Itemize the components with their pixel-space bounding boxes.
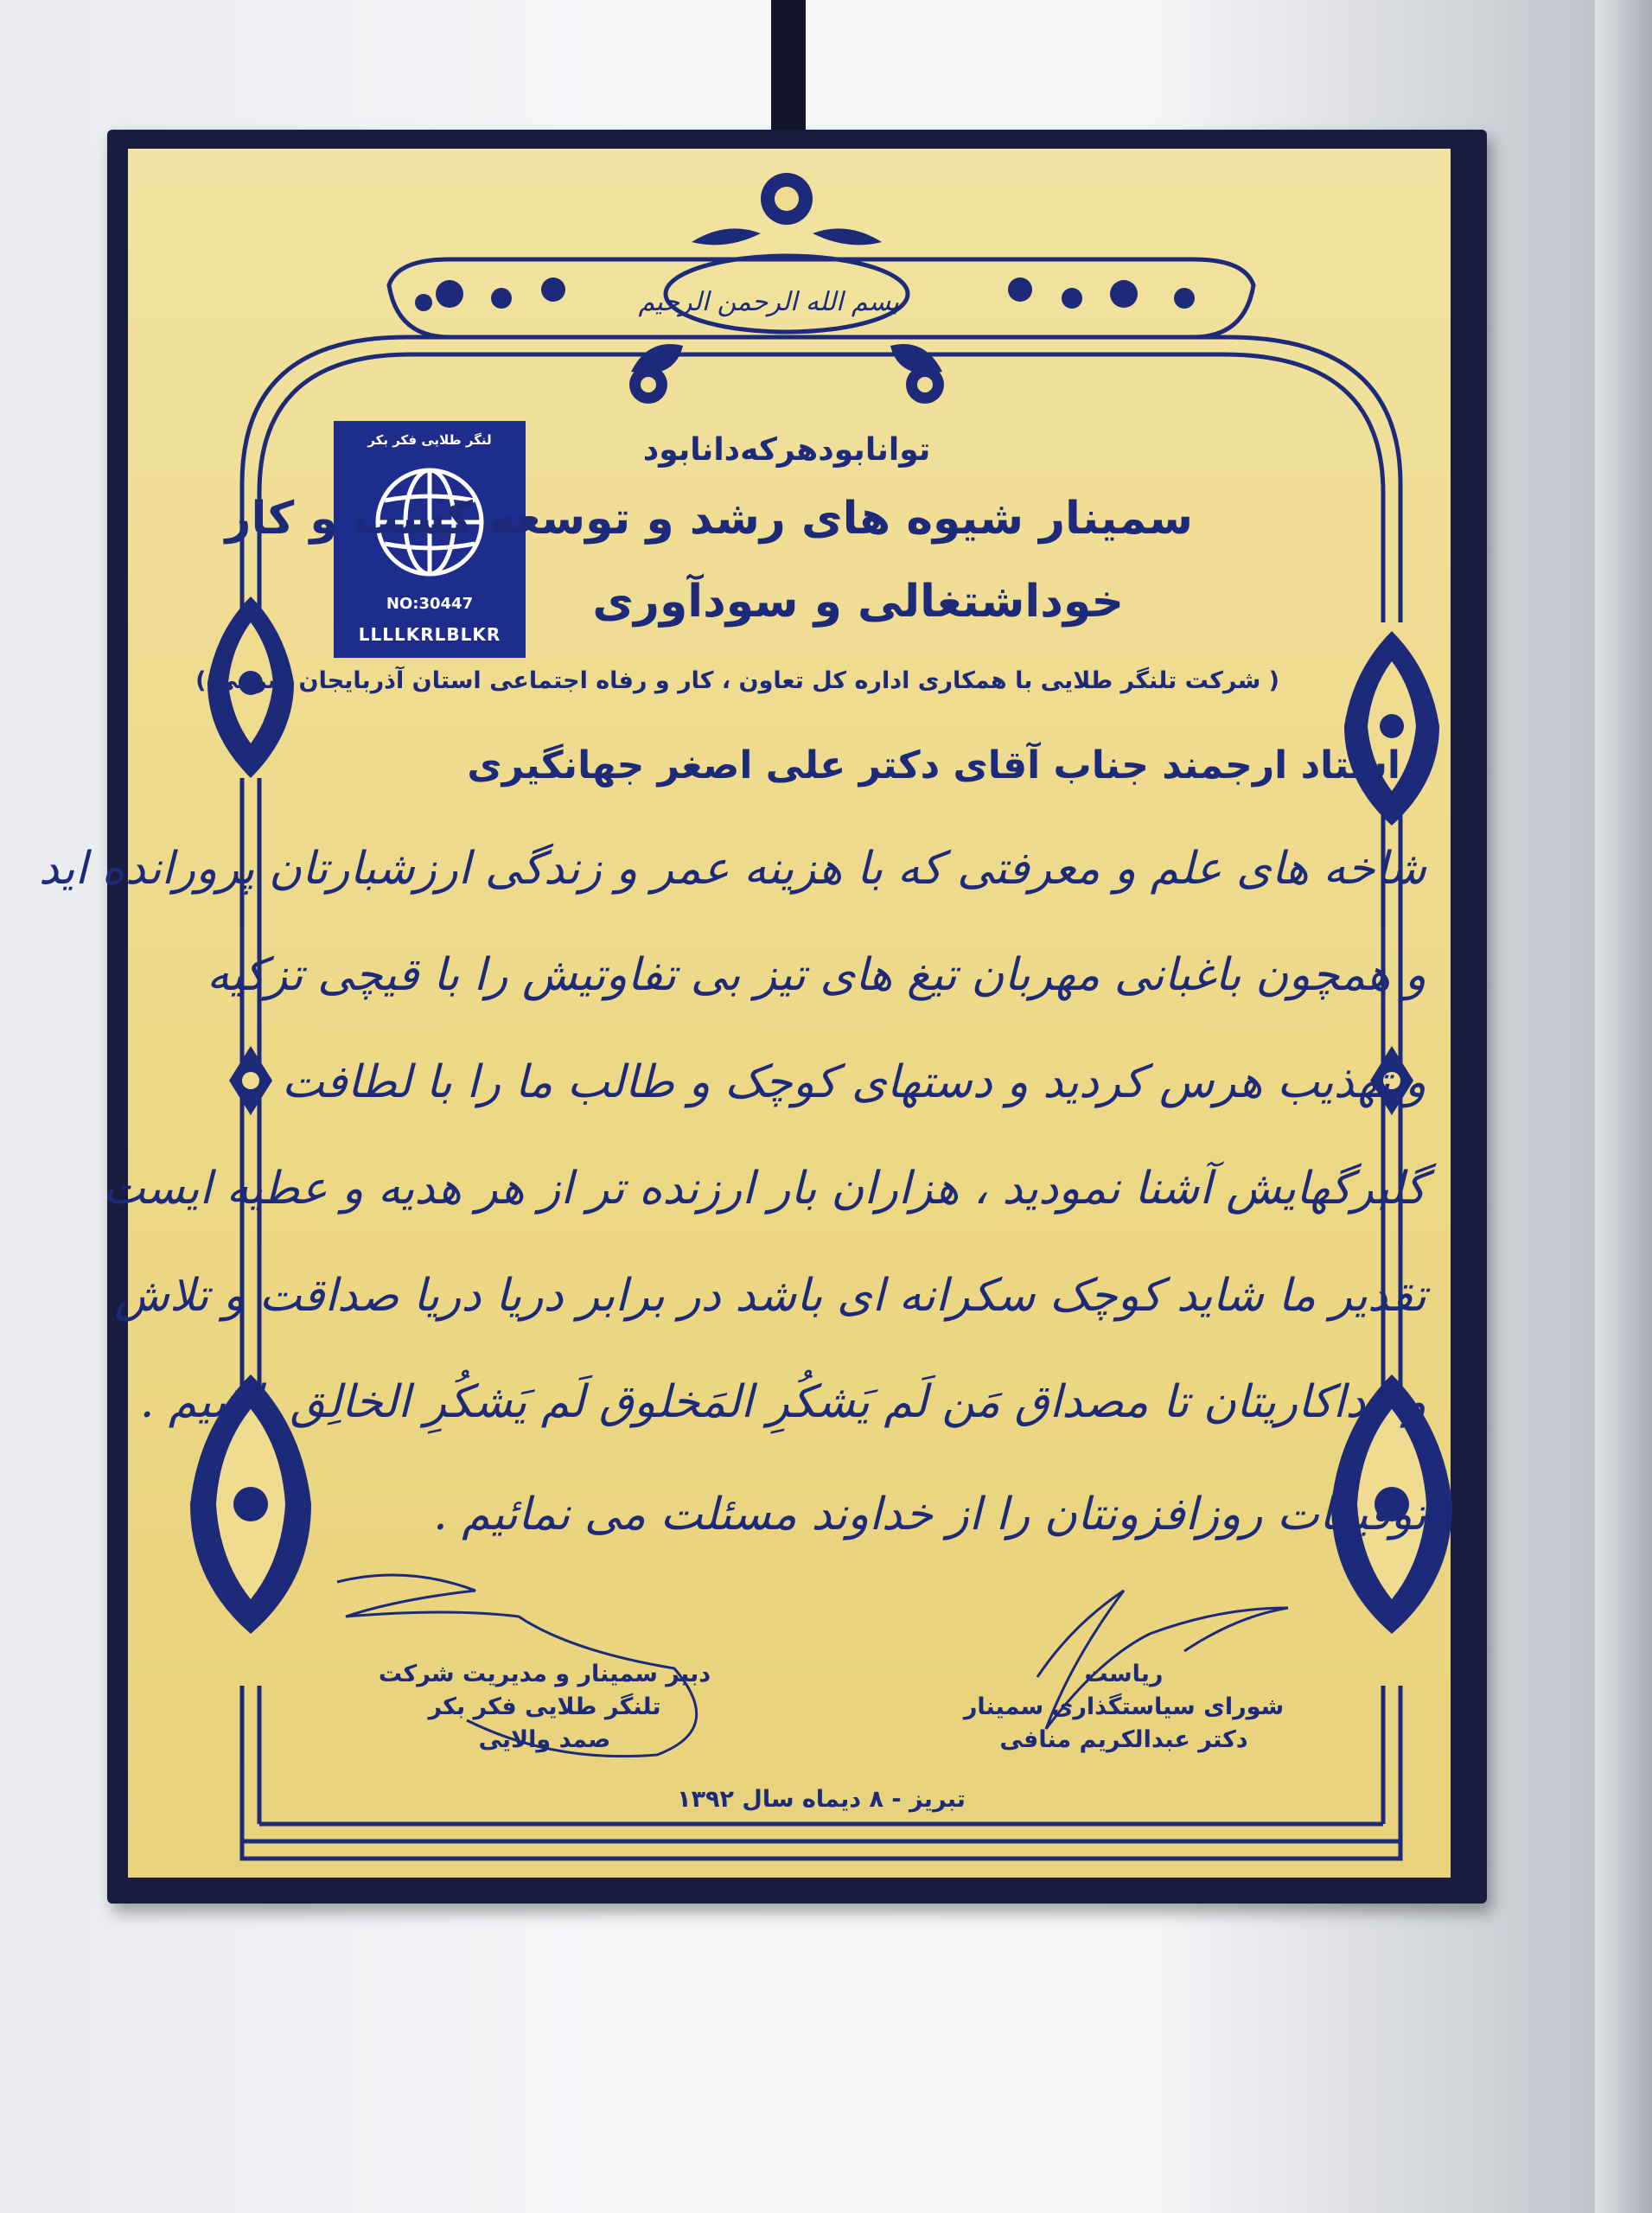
logo-header-text: لنگر طلایی فکر بکر — [367, 432, 492, 448]
logo-brand: LLLLKRLBLKR — [358, 624, 501, 645]
body-line: و تهذیب هرس کردید و دستهای کوچک و طالب ما را با لطافت — [281, 1056, 1426, 1108]
body-line: شاخه های علم و معرفتی که با هزینه عمر و زندگی ارزشبارتان پرورانده اید — [38, 843, 1426, 895]
seminar-title-line-2: خوداشتغالی و سودآوری — [592, 576, 1124, 628]
organizer-subtitle: ( شرکت تلنگر طلایی با همکاری اداره کل تعاون ، کار و رفاه اجتماعی استان آذربایجان شرقی ) — [195, 667, 1279, 694]
body-line: توفیقات روزافزونتان را از خداوند مسئلت می نمائیم . — [433, 1489, 1426, 1540]
body-line: و همچون باغبانی مهربان تیغ های تیز بی تفاوتیش را با قیچی تزکیه — [207, 949, 1426, 1001]
body-line: و فداکاریتان تا مصداق مَن لَم یَشکُرِ المَخلوق لَم یَشکُرِ الخالِق باشیم . — [139, 1376, 1426, 1428]
signature-block-right — [951, 1658, 1297, 1757]
addressee: استاد ارجمند جناب آقای دکتر علی اصغر جهانگیری — [467, 743, 1400, 788]
signature-block-left — [372, 1658, 718, 1757]
basmala: بسم الله الرحمن الرحیم — [638, 287, 899, 317]
signature-right-role: ریاست — [1084, 1661, 1164, 1687]
body-line: گلبرگهایش آشنا نمودید ، هزاران بار ارزنده تر از هر هدیه و عطیه ایست — [102, 1163, 1426, 1215]
place-and-date: تبریز - ۸ دیماه سال ۱۳۹۲ — [677, 1786, 966, 1813]
signature-right-name: دکتر عبدالکریم منافی — [999, 1726, 1248, 1753]
signature-left-name: صمد والایی — [478, 1726, 611, 1753]
logo-number: NO:30447 — [386, 595, 474, 613]
body-line: تقدیر ما شاید کوچک سکرانه ای باشد در برابر دریا دریا صداقت و تلاش — [114, 1270, 1426, 1322]
signature-left-company: تلنگر طلایی فکر بکر — [428, 1693, 661, 1720]
signature-left-role: دبیر سمینار و مدیریت شرکت — [378, 1661, 711, 1687]
signature-right-council: شورای سیاستگذاری سمینار — [963, 1693, 1285, 1720]
motto: توانابودهرکه‌دانابود — [642, 432, 931, 468]
seminar-title-line-1: سمینار شیوه های رشد و توسعه کسب و کار — [225, 493, 1193, 545]
